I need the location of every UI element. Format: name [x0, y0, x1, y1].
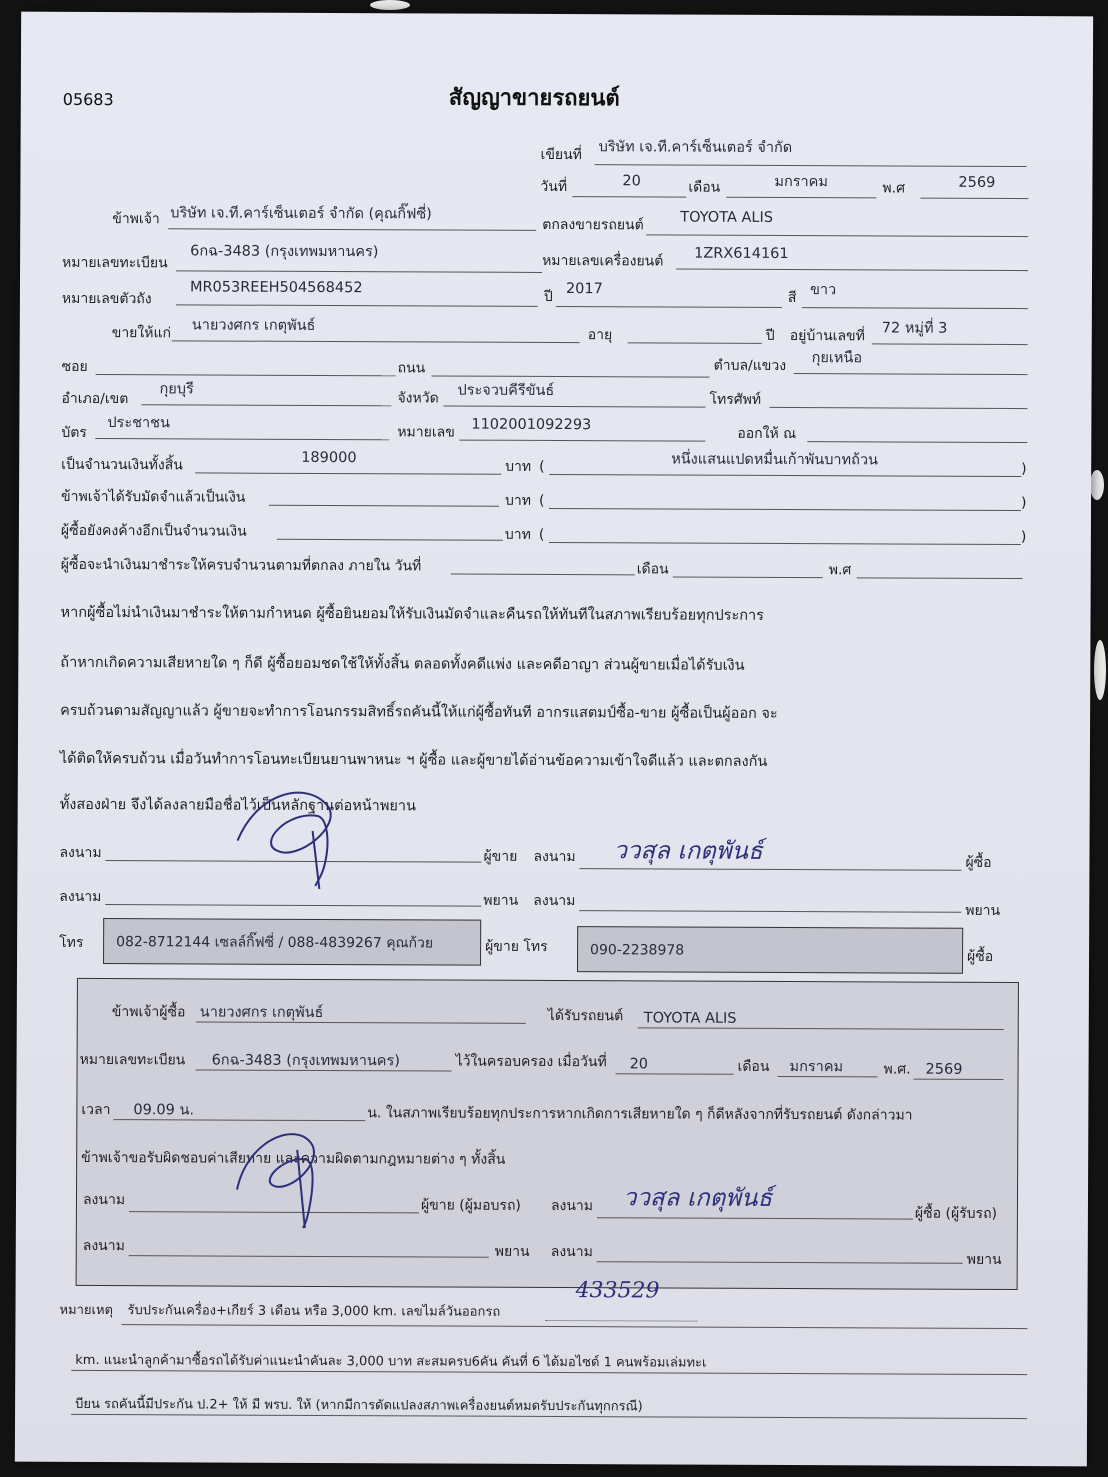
buyer-tel: 090-2238978: [590, 942, 685, 959]
card-no-label: หมายเลข: [397, 424, 455, 441]
receipt-seller-signature-scribble: [227, 1110, 338, 1230]
total-label: เป็นจำนวนเงินทั้งสิ้น: [61, 456, 183, 474]
plate-value: 6กฉ-3483 (กรุงเทพมหานคร): [190, 243, 379, 261]
chassis-label: หมายเลขตัวถัง: [61, 290, 152, 308]
background-splash: [1090, 470, 1104, 500]
chassis-value: MR053REEH504568452: [189, 279, 363, 297]
district-label: อำเภอ/เขต: [61, 390, 129, 408]
receipt-witness2-role: พยาน: [966, 1251, 1002, 1268]
car-brand: TOYOTA ALIS: [680, 209, 774, 226]
seller-sign-label: ลงนาม: [59, 844, 102, 862]
receipt-plate: 6กฉ-3483 (กรุงเทพมหานคร): [211, 1052, 400, 1070]
buyer-value: นายวงศกร เกตุพันธ์: [191, 317, 316, 334]
term-line: หากผู้ซื้อไม่นำเงินมาชำระให้ตามกำหนด ผู้ซื้อยินยอมให้รับเงินมัดจำและคืนรถให้ทันทีในสภาพเรียบร้อยทุกประการ: [60, 604, 765, 624]
issued-label: ออกให้ ณ: [737, 425, 797, 443]
buyer-label: ขายให้แก่: [111, 325, 172, 342]
subdistrict-value: กุยเหนือ: [811, 350, 863, 367]
total-amount: 189000: [301, 449, 357, 467]
total-words: หนึ่งแสนแปดหมื่นเก้าพันบาทถ้วน: [671, 451, 879, 469]
due-year-label: พ.ศ: [828, 562, 852, 579]
date-year-label: พ.ศ: [882, 180, 906, 197]
seller-tel: 082-8712144 เซลล์กิ๊ฟซี่ / 088-4839267 คุณก้วย: [116, 934, 434, 952]
house-label: อยู่บ้านเลขที่: [789, 328, 865, 345]
term-line: ได้ติดให้ครบถ้วน เมื่อวันทำการโอนทะเบียนยานพาหนะ ฯ ผู้ซื้อ และผู้ขายได้อ่านข้อความเข้าใจดีแล้ว และตกลงกัน: [59, 750, 768, 770]
house-value: 72 หมู่ที่ 3: [881, 320, 948, 337]
receipt-seller-role: ผู้ขาย (ผู้มอบรถ): [420, 1197, 521, 1214]
witness1-sign-label: ลงนาม: [59, 888, 102, 906]
total-baht: บาท: [505, 458, 532, 475]
seller-tel-box: [103, 918, 481, 966]
receipt-condition-line: น. ในสภาพเรียบร้อยทุกประการหากเกิดการเสียหายใด ๆ ก็ดีหลังจากที่รับรถยนต์ ดังกล่าวมา: [367, 1105, 913, 1124]
receipt-witness1-role: พยาน: [494, 1243, 530, 1260]
seller-label: ข้าพเจ้า: [112, 211, 160, 228]
province-label: จังหวัด: [397, 390, 439, 407]
receipt-seller-sign-label: ลงนาม: [82, 1191, 126, 1209]
remain-open: (: [538, 526, 545, 543]
age-label: อายุ: [587, 327, 613, 344]
date-year: 2569: [958, 174, 996, 191]
buyer-tel-role: ผู้ซื้อ: [967, 948, 994, 965]
total-close: ): [1021, 461, 1027, 478]
plate-label: หมายเลขทะเบียน: [62, 254, 168, 272]
card-type: ประชาชน: [107, 415, 170, 432]
card-no: 1102001092293: [471, 416, 592, 434]
receipt-liability-line: ข้าพเจ้าขอรับผิดชอบค่าเสียหาย และความผิดตามกฎหมายต่าง ๆ ทั้งสิ้น: [81, 1149, 506, 1168]
witness2-role: พยาน: [965, 902, 1001, 919]
notes-line2: km. แนะนำลูกค้ามาซื้อรถได้รับค่าแนะนำคันละ 3,000 บาท สะสมครบ6คัน คันที่ 6 ได้มอไซด์ 1 คนพร้อมเล่มทะเ: [75, 1352, 707, 1371]
phone-label: โทรศัพท์: [709, 391, 762, 408]
receipt-month: มกราคม: [789, 1059, 844, 1076]
receipt-witness2-sign-label: ลงนาม: [550, 1243, 593, 1261]
receipt-buyer-sign-label: ลงนาม: [550, 1197, 594, 1215]
engine-value: 1ZRX614161: [694, 245, 789, 263]
seller-tel-label: ผู้ขาย โทร: [485, 938, 548, 955]
deposit-close: ): [1020, 495, 1027, 512]
buyer-role: ผู้ซื้อ: [965, 854, 992, 871]
seller-value: บริษัท เจ.ที.คาร์เซ็นเตอร์ จำกัด (คุณกิ๊ฟซี่): [170, 205, 432, 223]
receipt-witness1-sign-label: ลงนาม: [82, 1237, 125, 1255]
notes-line1: รับประกันเครื่อง+เกียร์ 3 เดือน หรือ 3,000 km. เลขไมล์วันออกรถ: [127, 1303, 501, 1320]
document-title: สัญญาขายรถยนต์: [448, 85, 620, 112]
receipt-car: TOYOTA ALIS: [643, 1010, 737, 1027]
soi-label: ซอย: [61, 358, 88, 375]
due-label: ผู้ซื้อจะนำเงินมาชำระให้ครบจำนวนตามที่ตกลง ภายใน วันที่: [60, 556, 422, 575]
remain-baht: บาท: [504, 526, 531, 543]
district-value: กุยบุรี: [159, 381, 194, 398]
date-label: วันที่: [540, 178, 568, 196]
receipt-buyer: นายวงศกร เกตุพันธ์: [199, 1004, 324, 1021]
written-at-value: บริษัท เจ.ที.คาร์เซ็นเตอร์ จำกัด: [598, 139, 793, 157]
witness2-sign-label: ลงนาม: [533, 892, 576, 910]
seller-signature-scribble: [217, 781, 377, 892]
car-year-label: ปี: [543, 288, 553, 305]
road-label: ถนน: [397, 360, 426, 377]
receipt-buyer-role: ผู้ซื้อ (ผู้รับรถ): [914, 1205, 998, 1222]
date-day: 20: [622, 173, 641, 190]
receipt-possess-label: ไว้ในครอบครอง เมื่อวันที่: [455, 1053, 607, 1071]
notes-label: หมายเหตุ: [59, 1302, 114, 1319]
tel-label: โทร: [59, 934, 84, 951]
contract-paper: [15, 12, 1093, 1467]
total-open: (: [539, 458, 545, 475]
receipt-buyer-handwritten-signature: ววสุล เกตุพันธ์: [622, 1183, 773, 1212]
receipt-received-label: ได้รับรถยนต์: [547, 1007, 624, 1025]
engine-label: หมายเลขเครื่องยนต์: [542, 252, 664, 270]
notes-line3: บียน รถคันนี้มีประกัน ป.2+ ให้ มี พรบ. ให้ (หากมีการดัดแปลงสภาพเครื่องยนต์หมดรับประกันทุกกรณี): [75, 1396, 643, 1415]
written-at-label: เขียนที่: [540, 146, 582, 164]
color-value: ขาว: [809, 282, 837, 299]
receipt-year-label: พ.ศ.: [883, 1061, 911, 1078]
document-number: 05683: [62, 89, 114, 110]
background-splash: [1094, 640, 1106, 700]
witness1-role: พยาน: [483, 892, 519, 909]
mileage-handwritten: 433529: [575, 1278, 660, 1304]
receipt-day: 20: [629, 1056, 649, 1073]
buyer-tel-box: [577, 926, 963, 974]
deposit-open: (: [539, 492, 545, 509]
term-line: ครบถ้วนตามสัญญาแล้ว ผู้ขายจะทำการโอนกรรมสิทธิ์รถคันนี้ให้แก่ผู้ซื้อทันที อากรแสตมป์ซื้อ-ขาย ผู้ซื้อเป็นผู้ออก จะ: [60, 702, 778, 722]
date-month: มกราคม: [774, 173, 828, 191]
deposit-label: ข้าพเจ้าได้รับมัดจำแล้วเป็นเงิน: [61, 488, 246, 506]
receipt-time-label: เวลา: [81, 1101, 111, 1119]
due-month-label: เดือน: [636, 561, 669, 578]
card-label: บัตร: [61, 424, 87, 441]
age-unit: ปี: [765, 327, 775, 344]
term-line: ถ้าหากเกิดความเสียหายใด ๆ ก็ดี ผู้ซื้อยอมชดใช้ให้ทั้งสิ้น ตลอดทั้งคดีแพ่ง และคดีอาญา ส่วนผู้ขายเมื่อได้รับเงิน: [60, 654, 745, 674]
background-splash: [370, 0, 410, 10]
receipt-plate-label: หมายเลขทะเบียน: [79, 1051, 186, 1069]
remain-label: ผู้ซื้อยังคงค้างอีกเป็นจำนวนเงิน: [60, 522, 247, 540]
buyer-handwritten-signature: ววสุล เกตุพันธ์: [613, 836, 763, 865]
buyer-sign-label: ลงนาม: [533, 848, 576, 866]
car-year: 2017: [565, 281, 603, 298]
receipt-year: 2569: [925, 1061, 963, 1078]
province-value: ประจวบคีรีขันธ์: [457, 382, 555, 399]
seller-role: ผู้ขาย: [483, 848, 518, 865]
date-month-label: เดือน: [688, 179, 721, 196]
term-line: ทั้งสองฝ่าย จึงได้ลงลายมือชื่อไว้เป็นหลักฐานต่อหน้าพยาน: [59, 796, 416, 815]
receipt-time: 09.09 น.: [133, 1102, 195, 1119]
receipt-month-label: เดือน: [737, 1058, 770, 1075]
remain-close: ): [1020, 529, 1027, 546]
subdistrict-label: ตำบล/แขวง: [713, 357, 787, 375]
receipt-buyer-label: ข้าพเจ้าผู้ซื้อ: [111, 1004, 186, 1021]
agree-label: ตกลงขายรถยนต์: [542, 216, 644, 234]
vehicle-receipt-section: [76, 978, 1019, 1290]
deposit-baht: บาท: [505, 492, 532, 509]
color-label: สี: [787, 290, 797, 307]
